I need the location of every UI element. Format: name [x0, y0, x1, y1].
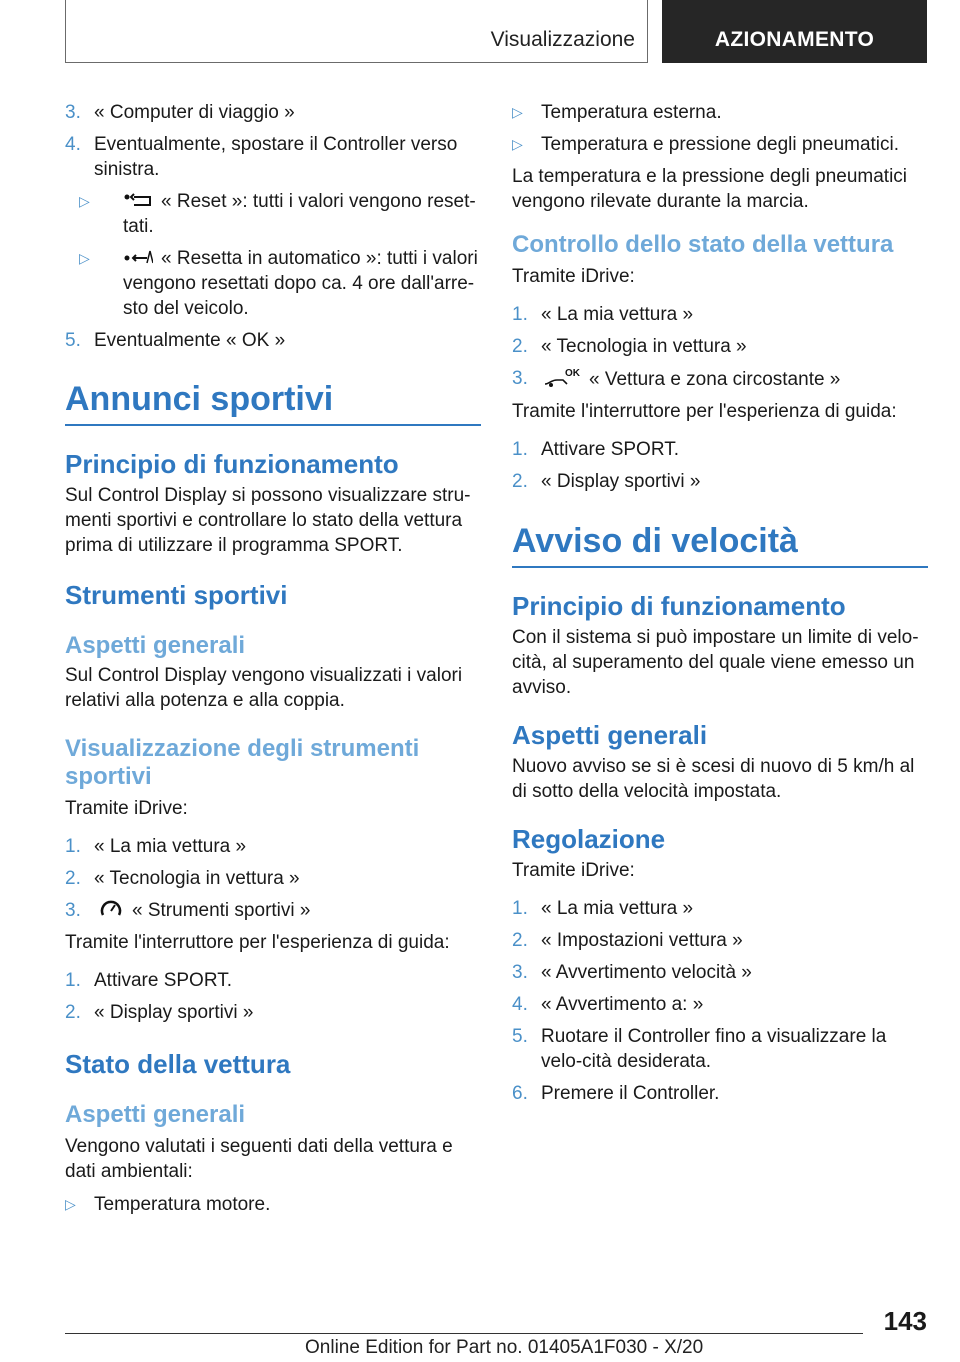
page-number: 143 — [883, 1306, 927, 1336]
list-item: 5. Ruotare il Controller fino a visualizzare la velo-cità desiderata. — [512, 1025, 887, 1072]
heading-aspetti-generali: Aspetti generali — [65, 631, 246, 659]
bullet-auto-reset: ▷ « Resetta in automatico »: tutti i valori vengono resettati dopo ca. 4 ore dall'arre-sto del veicolo. — [79, 248, 478, 319]
bullet-item: ▷ Temperatura e pressione degli pneumatici. — [512, 134, 900, 155]
svg-text:OK: OK — [565, 368, 580, 379]
list-item: 3. OK « Vettura e zona circostante » — [512, 368, 841, 390]
heading-rule — [512, 566, 928, 568]
vehicle-status-icon — [543, 366, 581, 388]
list-item: 2. « Display sportivi » — [65, 1001, 254, 1023]
sport-gauge-icon — [98, 899, 124, 919]
heading-strumenti-sportivi: Strumenti sportivi — [65, 579, 288, 610]
chapter-title: AZIONAMENTO — [714, 28, 875, 51]
list-item: 3. « Avvertimento velocità » — [512, 961, 752, 983]
paragraph-temperatura: La temperatura e la pressione degli pneumatici vengono rilevate durante la marcia. — [512, 166, 908, 212]
heading-controllo-stato: Controllo dello stato della vettura — [512, 231, 894, 258]
bullet-item: ▷ Temperatura motore. — [65, 1193, 271, 1215]
step-4: 4. Eventualmente, spostare il Controller verso sinistra. — [65, 134, 458, 180]
left-column — [65, 100, 481, 1217]
heading-aspetti-generali-2: Aspetti generali — [65, 1100, 246, 1128]
text-tramite-idrive-2: Tramite iDrive: — [512, 859, 635, 881]
list-item: 3. « Strumenti sportivi » — [65, 899, 311, 921]
list-item: 1. « La mia vettura » — [512, 897, 694, 919]
heading-visualizzazione: Visualizzazione degli strumenti sportivi — [65, 734, 420, 790]
list-item: 2. « Tecnologia in vettura » — [65, 867, 300, 889]
auto-reset-icon — [123, 249, 153, 267]
footer-rule — [65, 1333, 863, 1334]
list-item: 2. « Impostazioni vettura » — [512, 929, 743, 951]
reset-icon — [123, 192, 153, 210]
list-item: 6. Premere il Controller. — [512, 1082, 720, 1104]
paragraph-principio: Sul Control Display si possono visualizzare stru-menti sportivi e controllare lo stato della vettura prima di utilizzare il programma SPORT. — [65, 484, 471, 556]
step-5: 5. Eventualmente « OK » — [65, 330, 286, 351]
list-item: 1. Attivare SPORT. — [65, 969, 232, 991]
section-title: Visualizzazione — [490, 28, 635, 51]
edition-text: Online Edition for Part no. 01405A1F030 - X/20 — [305, 1337, 704, 1358]
list-item: 2. « Tecnologia in vettura » — [512, 336, 747, 357]
list-item: 1. Attivare SPORT. — [512, 439, 679, 460]
step-3: 3. « Computer di viaggio » — [65, 102, 295, 123]
chapter-tab — [662, 0, 927, 63]
paragraph-stato: Vengono valutati i seguenti dati della vettura e dati ambientali: — [65, 1135, 453, 1182]
list-item: 4. « Avvertimento a: » — [512, 993, 704, 1015]
heading-regolazione: Regolazione — [512, 823, 666, 854]
bullet-reset: ▷ « Reset »: tutti i valori vengono reset-tati. — [79, 191, 476, 237]
text-tramite-interruttore: Tramite l'interruttore per l'esperienza di guida: — [65, 931, 450, 953]
bullet-item: ▷ Temperatura esterna. — [512, 102, 722, 123]
heading-rule — [65, 424, 481, 426]
heading-annunci-sportivi: Annunci sportivi — [65, 380, 334, 418]
page-header — [65, 0, 927, 64]
heading-stato-vettura: Stato della vettura — [65, 1048, 291, 1079]
right-column — [512, 100, 928, 1106]
heading-avviso-velocita: Avviso di velocità — [512, 522, 798, 560]
paragraph-principio-2: Con il sistema si può impostare un limite di velo-cità, al superamento del quale viene emesso un avviso. — [512, 626, 919, 698]
section-tab — [65, 0, 648, 63]
list-item: 2. « Display sportivi » — [512, 471, 701, 492]
text-tramite-idrive: Tramite iDrive: — [65, 797, 188, 819]
text-tramite-interruttore: Tramite l'interruttore per l'esperienza di guida: — [512, 401, 897, 422]
paragraph-aspetti: Sul Control Display vengono visualizzati i valori relativi alla potenza e alla coppia. — [65, 664, 463, 711]
list-item: 1. « La mia vettura » — [512, 304, 694, 325]
heading-principio-2: Principio di funzionamento — [512, 590, 846, 621]
paragraph-aspetti-2: Nuovo avviso se si è scesi di nuovo di 5 km/h al di sotto della velocità impostata. — [512, 755, 915, 802]
text-tramite-idrive: Tramite iDrive: — [512, 266, 635, 287]
heading-aspetti-generali-3: Aspetti generali — [512, 719, 708, 750]
list-item: 1. « La mia vettura » — [65, 835, 247, 857]
heading-principio: Principio di funzionamento — [65, 448, 399, 479]
